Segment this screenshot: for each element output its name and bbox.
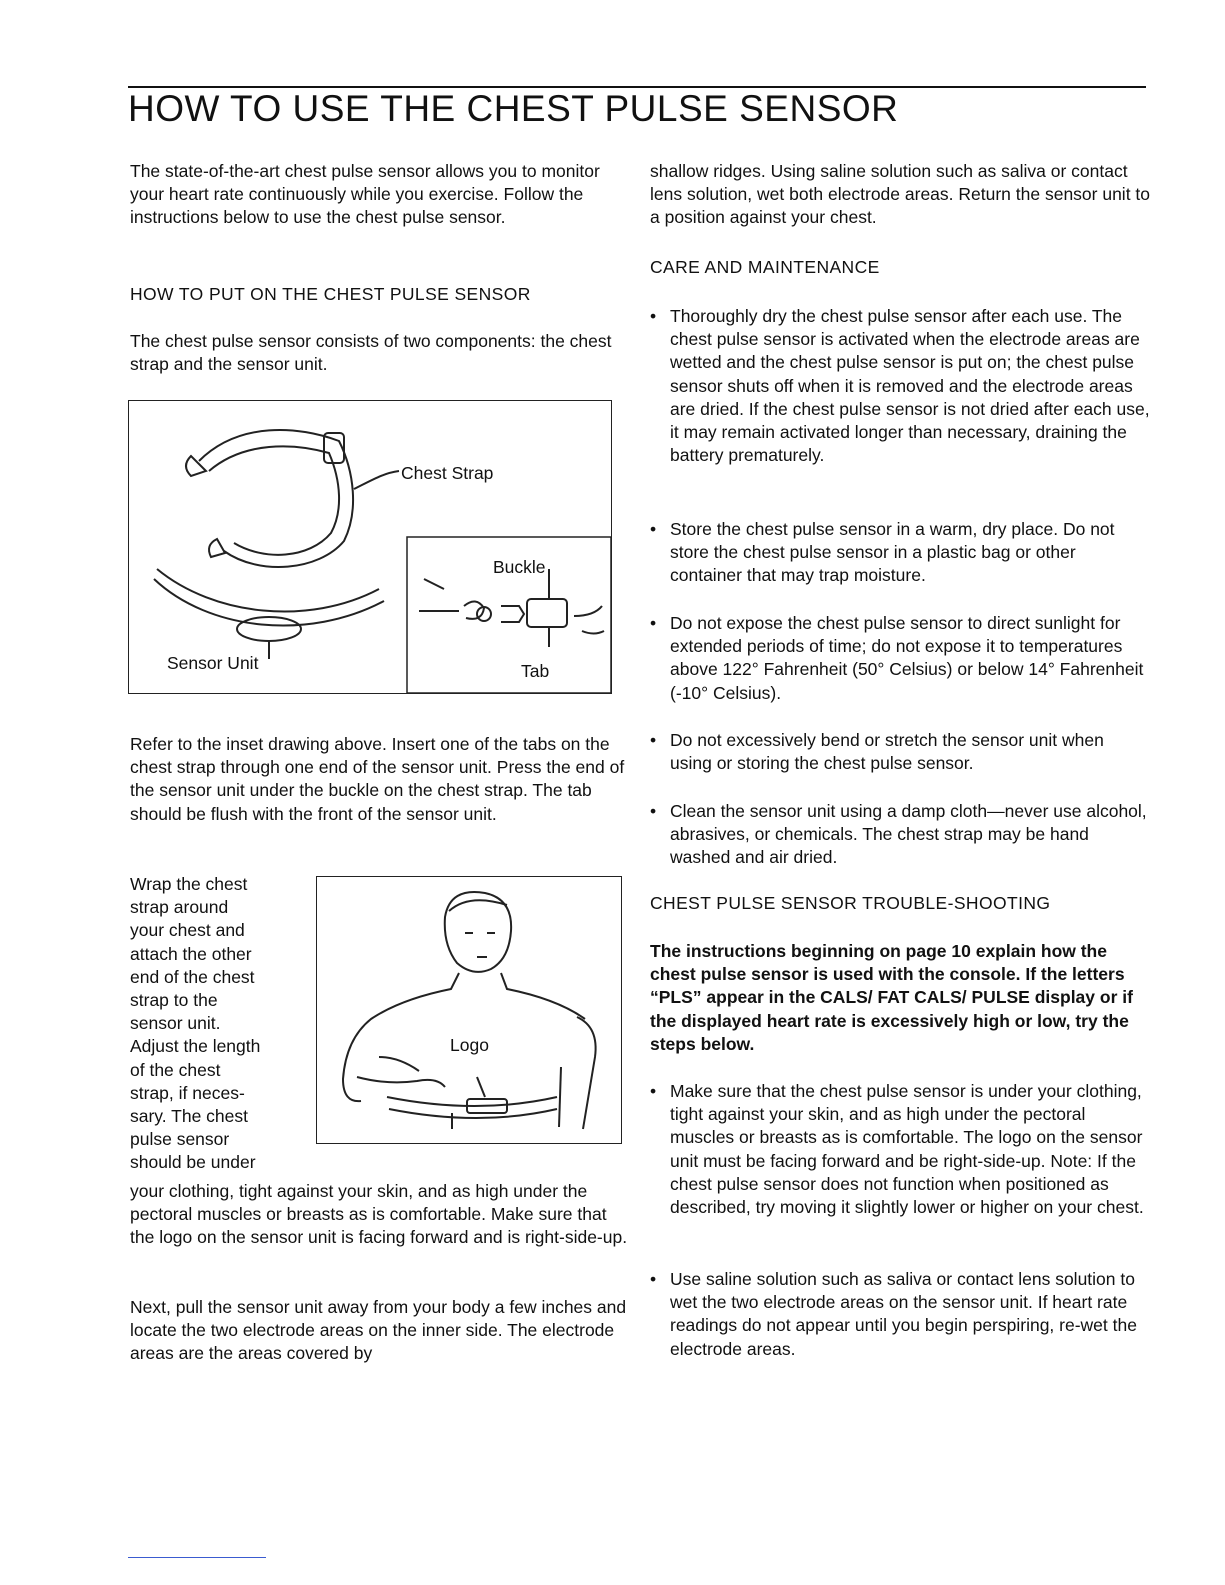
footer-line (128, 1557, 266, 1558)
care-bullet: • Clean the sensor unit using a damp cloth—never use alcohol, abrasives, or chemicals. The chest strap may be hand washed and air dried. (650, 800, 1150, 870)
care-bullet: • Store the chest pulse sensor in a warm, dry place. Do not store the chest pulse sensor in a plastic bag or other container that may trap moisture. (650, 518, 1150, 588)
trouble-bullet: • Make sure that the chest pulse sensor is under your clothing, tight against your skin, and as high under the pectoral muscles or breasts as is comfortable. The logo on the sensor unit must be facing forward and be right-side-up. Note: If the chest pulse sensor does not function when positioned as described, try moving it slightly lower or higher on your chest. (650, 1080, 1150, 1219)
care-bullet: • Do not expose the chest pulse sensor to direct sunlight for extended periods of time; do not expose it to temperatures above 122° Fahrenheit (50° Celsius) or below 14° Fahrenheit (-10° Celsius). (650, 612, 1150, 705)
sensor-unit-label: Sensor Unit (167, 653, 259, 673)
trouble-bullet: • Use saline solution such as saliva or contact lens solution to wet the two electrode areas on the sensor unit. If heart rate readings do not appear until you begin perspiring, re-wet the electrode areas. (650, 1268, 1150, 1361)
chest-strap-label: Chest Strap (401, 463, 494, 483)
person-drawing (317, 877, 621, 1143)
buckle-label: Buckle (493, 557, 546, 577)
next-paragraph: Next, pull the sensor unit away from your body a few inches and locate the two electrode areas on the inner side. The electrode areas are the areas covered by (130, 1297, 627, 1364)
page-title: HOW TO USE THE CHEST PULSE SENSOR (128, 88, 899, 129)
trouble-intro: The instructions beginning on page 10 explain how the chest pulse sensor is used with the console. If the letters “PLS” appear in the CALS/ FAT CALS/ PULSE display or if the displayed heart rate is excessively high or low, try the steps below. (650, 941, 1133, 1054)
care-bullet: • Thoroughly dry the chest pulse sensor after each use. The chest pulse sensor is activated when the electrode areas are wetted and the chest pulse sensor is put on; the chest pulse sensor shuts off when it is removed and the electrode areas are dried. If the chest pulse sensor is not dried after each use, it may remain activated longer than necessary, draining the battery prematurely. (650, 305, 1150, 467)
chest-strap-drawing (129, 401, 611, 693)
care-bullets (650, 800, 1150, 870)
care-bullets (650, 729, 1150, 775)
components-paragraph: The chest pulse sensor consists of two components: the chest strap and the sensor unit. (130, 331, 612, 375)
insert-paragraph: Refer to the inset drawing above. Insert one of the tabs on the chest strap through one end of the sensor unit. Press the end of the sensor unit under the buckle on the chest strap. The tab should be flush with the front of the sensor unit. (130, 734, 625, 824)
put-on-heading: HOW TO PUT ON THE CHEST PULSE SENSOR (130, 284, 531, 304)
logo-label: Logo (450, 1035, 489, 1055)
care-bullets (650, 612, 1150, 705)
care-heading: CARE AND MAINTENANCE (650, 257, 880, 277)
trouble-bullets (650, 1080, 1150, 1219)
tab-label: Tab (521, 661, 550, 681)
intro-paragraph: The state-of-the-art chest pulse sensor allows you to monitor your heart rate continuously while you exercise. Follow the instructions below to use the chest pulse sensor. (130, 161, 600, 228)
trouble-heading: CHEST PULSE SENSOR TROUBLE-SHOOTING (650, 893, 1051, 913)
trouble-bullets (650, 1268, 1150, 1361)
care-bullets (650, 305, 1150, 467)
wrap-paragraph: Wrap the chest strap around your chest and attach the other end of the chest strap to the sensor unit. Adjust the length of the chest strap, if neces- sary. The chest pulse sensor should be under (130, 874, 261, 1173)
chest-strap-figure (128, 400, 612, 694)
wearing-sensor-figure (316, 876, 622, 1144)
continued-paragraph: shallow ridges. Using saline solution such as saliva or contact lens solution, wet both electrode areas. Return the sensor unit to a position against your chest. (650, 161, 1151, 228)
care-bullet: • Do not excessively bend or stretch the sensor unit when using or storing the chest pulse sensor. (650, 729, 1150, 775)
care-bullets (650, 518, 1150, 588)
wrap-rest-paragraph: your clothing, tight against your skin, and as high under the pectoral muscles or breasts as is comfortable. Make sure that the logo on the sensor unit is facing forward and is right-side-up. (130, 1181, 628, 1248)
